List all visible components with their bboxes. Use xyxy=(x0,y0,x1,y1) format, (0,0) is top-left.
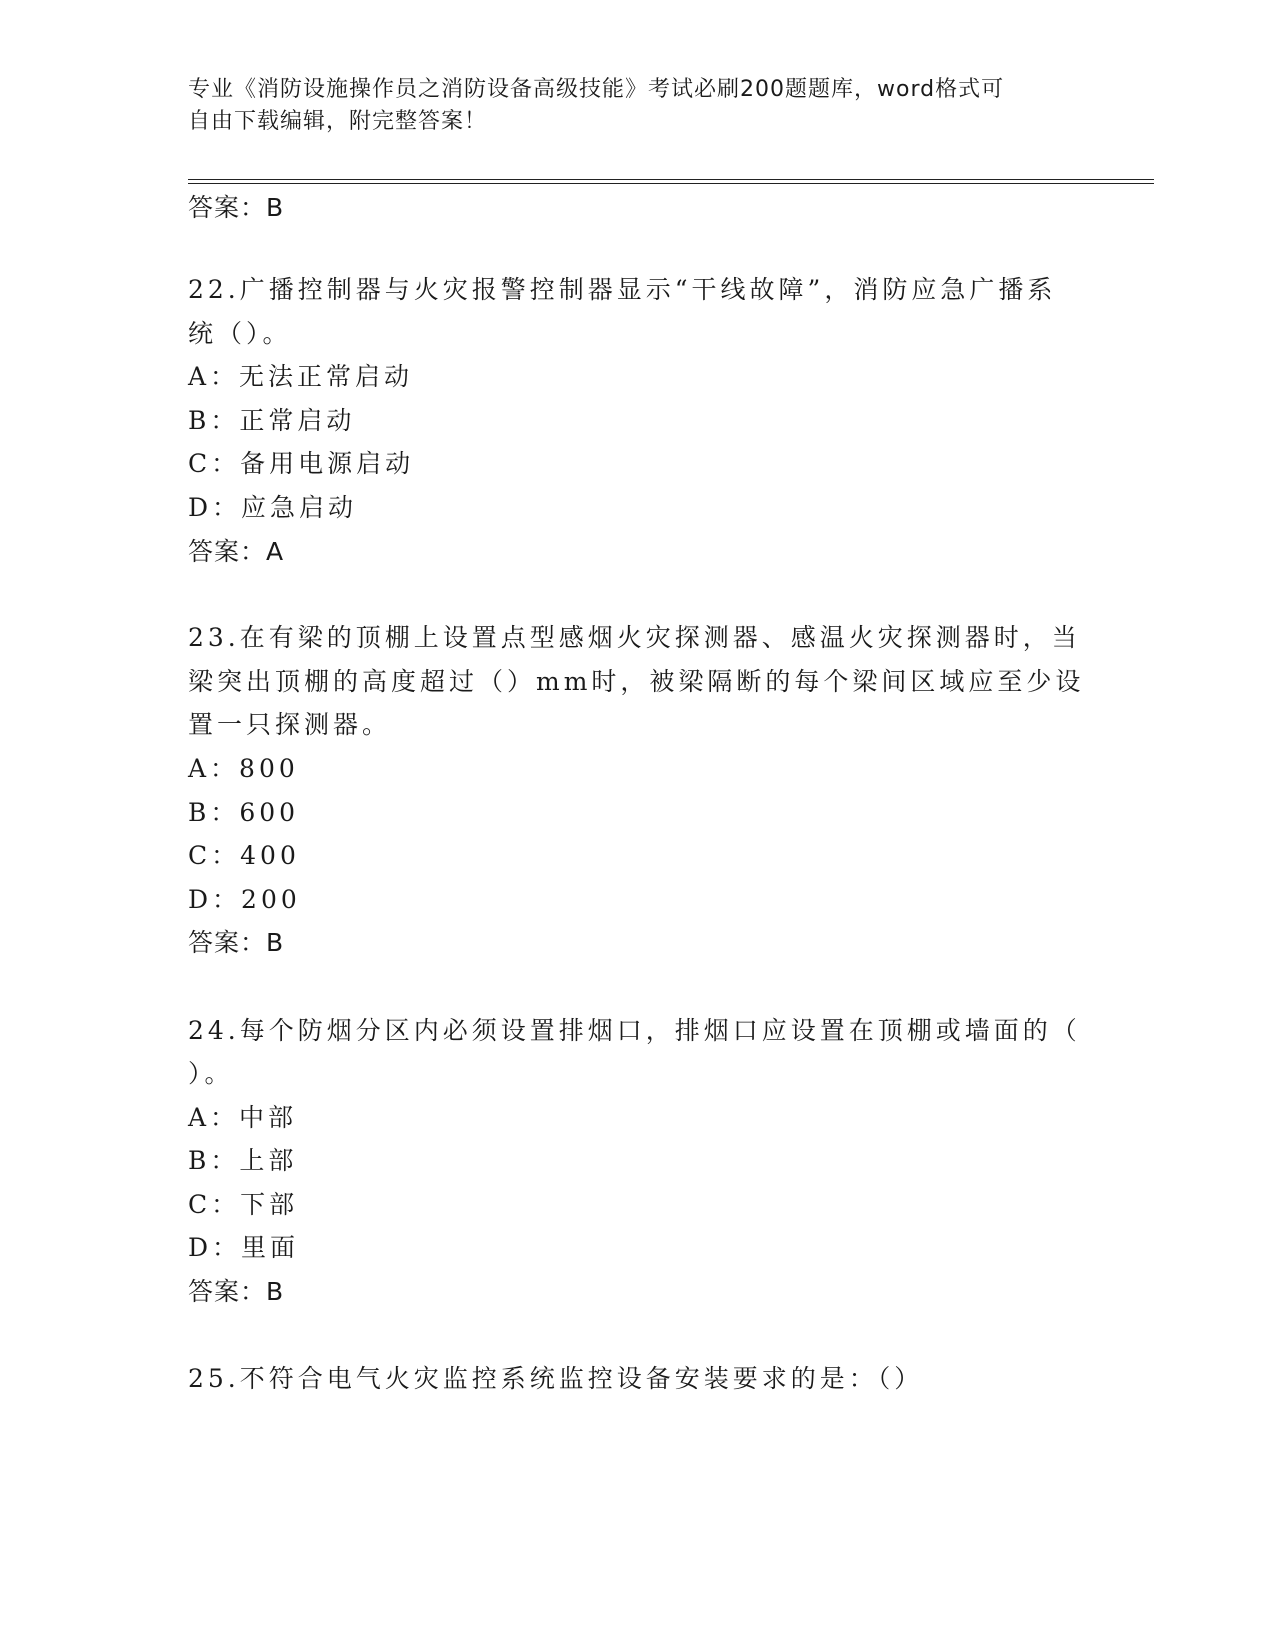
question-23-stem-line-2: 梁突出顶棚的高度超过（）mm时，被梁隔断的每个梁间区域应至少设 xyxy=(188,667,1085,696)
header-line-1: 专业《消防设施操作员之消防设备高级技能》考试必刷200题题库，word格式可 xyxy=(188,77,1005,102)
question-24-option-d: D：里面 xyxy=(188,1233,300,1262)
question-22-option-a: A：无法正常启动 xyxy=(188,362,414,391)
question-23-stem-line-3: 置一只探测器。 xyxy=(188,710,392,739)
question-22-stem-line-2: 统（）。 xyxy=(188,319,292,348)
question-24-option-a: A：中部 xyxy=(188,1103,298,1132)
question-23-stem-line-1: 23.在有梁的顶棚上设置点型感烟火灾探测器、感温火灾探测器时，当 xyxy=(188,623,1081,652)
question-23-option-c: C：400 xyxy=(188,841,300,870)
question-25-stem-line-1: 25.不符合电气火灾监控系统监控设备安装要求的是：（） xyxy=(188,1364,924,1393)
header-line-2: 自由下载编辑，附完整答案！ xyxy=(188,109,488,134)
question-24-option-c: C：下部 xyxy=(188,1190,299,1219)
header-divider-bottom xyxy=(188,183,1154,184)
question-23-option-d: D：200 xyxy=(188,885,301,914)
answer-23: 答案：B xyxy=(188,928,285,957)
question-24-option-b: B：上部 xyxy=(188,1146,298,1175)
question-22-option-b: B：正常启动 xyxy=(188,406,356,435)
question-24-stem-line-1: 24.每个防烟分区内必须设置排烟口，排烟口应设置在顶棚或墙面的（ xyxy=(188,1016,1081,1045)
question-23-option-a: A：800 xyxy=(188,754,299,783)
answer-24: 答案：B xyxy=(188,1277,285,1306)
question-22-stem-line-1: 22.广播控制器与火灾报警控制器显示“干线故障”，消防应急广播系 xyxy=(188,275,1057,304)
document-header xyxy=(188,74,1068,138)
question-24-stem-line-2: ）。 xyxy=(188,1059,234,1088)
question-22-option-c: C：备用电源启动 xyxy=(188,449,415,478)
question-22-option-d: D：应急启动 xyxy=(188,493,358,522)
answer-21: 答案：B xyxy=(188,193,285,222)
question-23-option-b: B：600 xyxy=(188,798,300,827)
header-divider-top xyxy=(188,179,1154,180)
answer-22: 答案：A xyxy=(188,537,285,566)
